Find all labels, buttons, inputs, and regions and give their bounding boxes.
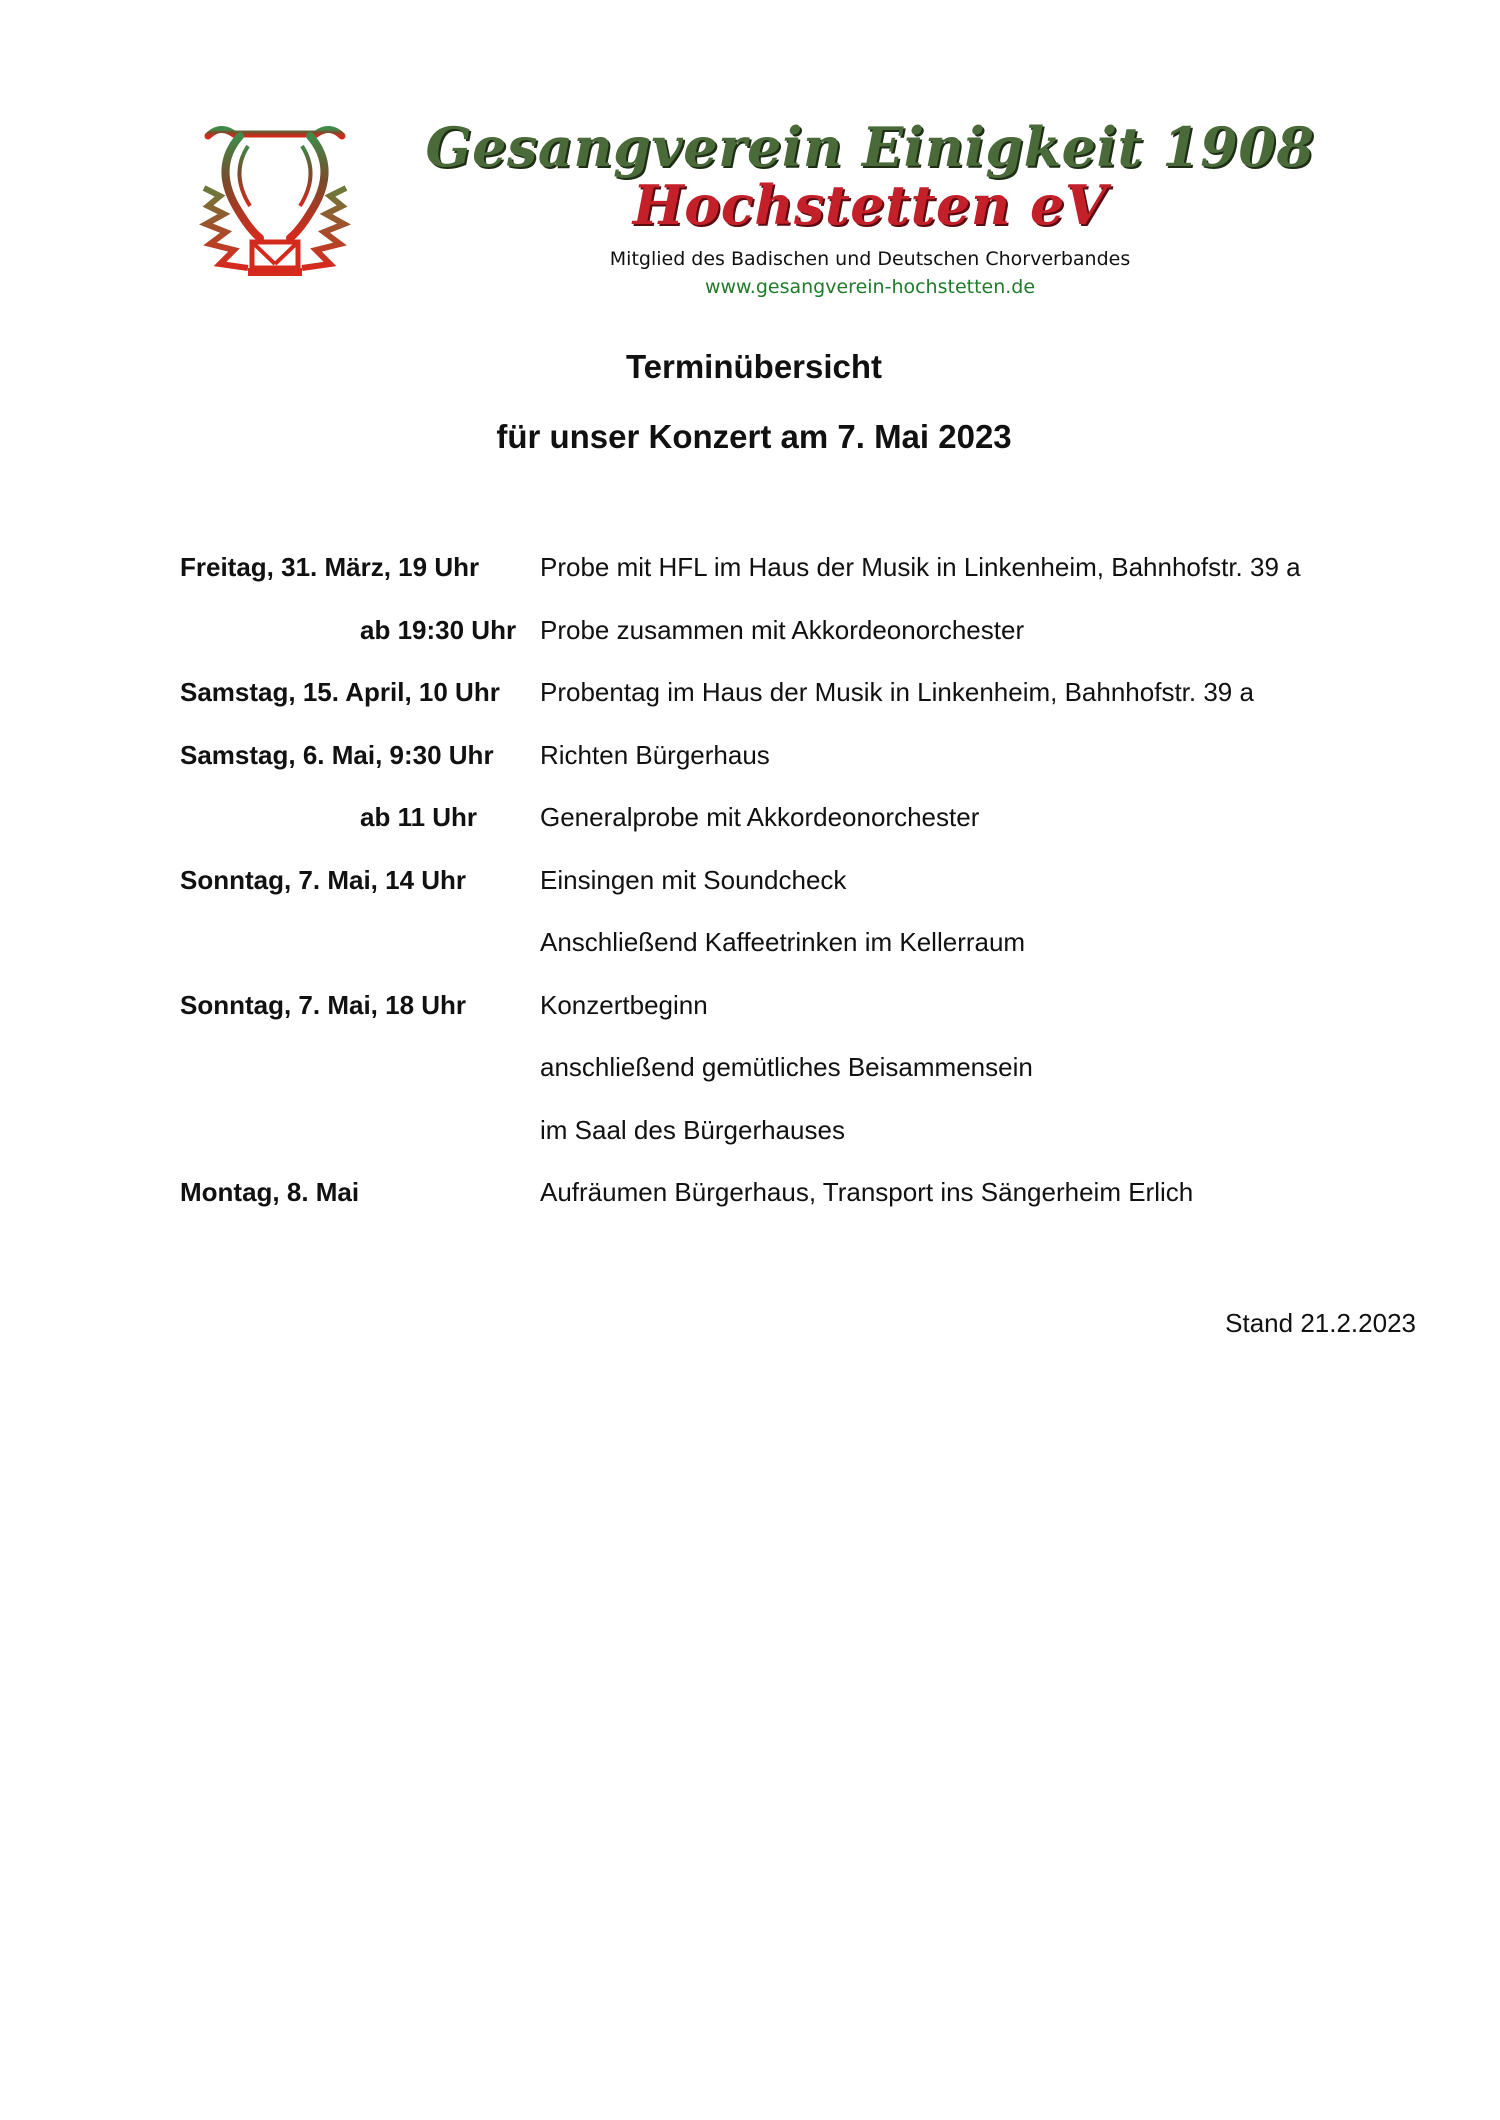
schedule-when: Sonntag, 7. Mai, 14 Uhr (180, 864, 467, 895)
schedule-list (180, 547, 1420, 1235)
organization-website: www.gesangverein-hochstetten.de (704, 276, 1036, 298)
schedule-row (180, 1047, 1420, 1110)
schedule-when: Samstag, 15. April, 10 Uhr (180, 677, 500, 707)
schedule-what: im Saal des Bürgerhauses (540, 1114, 845, 1145)
schedule-when: Sonntag, 7. Mai, 18 Uhr (180, 989, 467, 1020)
schedule-what: Aufräumen Bürgerhaus, Transport ins Sängerheim Erlich (540, 1177, 1194, 1207)
schedule-what: Anschließend Kaffeetrinken im Kellerraum (540, 927, 1026, 957)
schedule-what: Konzertbeginn (540, 989, 708, 1020)
status-date: Stand 21.2.2023 (1225, 1308, 1416, 1338)
page-title: Terminübersicht (625, 348, 883, 385)
organization-membership: Mitglied des Badischen und Deutschen Chorverbandes (609, 248, 1131, 270)
schedule-row (180, 797, 1420, 860)
schedule-what: Einsingen mit Soundcheck (540, 864, 847, 895)
organization-name (420, 115, 1320, 237)
schedule-row (180, 735, 1420, 798)
schedule-row (180, 672, 1420, 735)
schedule-when: Freitag, 31. März, 19 Uhr (180, 552, 480, 582)
schedule-row (180, 1172, 1420, 1235)
schedule-row (180, 860, 1420, 923)
schedule-what: Generalprobe mit Akkordeonorchester (540, 802, 980, 832)
schedule-row (180, 985, 1420, 1048)
organization-name-line1: Gesangverein Einigkeit 1908 (425, 115, 1315, 179)
schedule-what: Probe zusammen mit Akkordeonorchester (540, 614, 1025, 645)
schedule-what: Richten Bürgerhaus (540, 739, 770, 770)
schedule-row (180, 922, 1420, 985)
schedule-what: Probentag im Haus der Musik in Linkenheim, Bahnhofstr. 39 a (540, 677, 1254, 707)
page-subtitle: für unser Konzert am 7. Mai 2023 (496, 418, 1012, 455)
schedule-when: Samstag, 6. Mai, 9:30 Uhr (180, 739, 494, 770)
schedule-row (180, 547, 1420, 610)
schedule-what: Probe mit HFL im Haus der Musik in Linkenheim, Bahnhofstr. 39 a (540, 552, 1301, 582)
schedule-row (180, 610, 1420, 673)
schedule-when: ab 11 Uhr (360, 802, 478, 832)
organization-name-line2: Hochstetten eV (632, 173, 1108, 237)
schedule-what: anschließend gemütliches Beisammensein (540, 1052, 1033, 1082)
schedule-when: Montag, 8. Mai (180, 1177, 360, 1207)
schedule-row (180, 1110, 1420, 1173)
lyre-emblem-icon (190, 118, 360, 288)
schedule-when: ab 19:30 Uhr (360, 614, 517, 645)
